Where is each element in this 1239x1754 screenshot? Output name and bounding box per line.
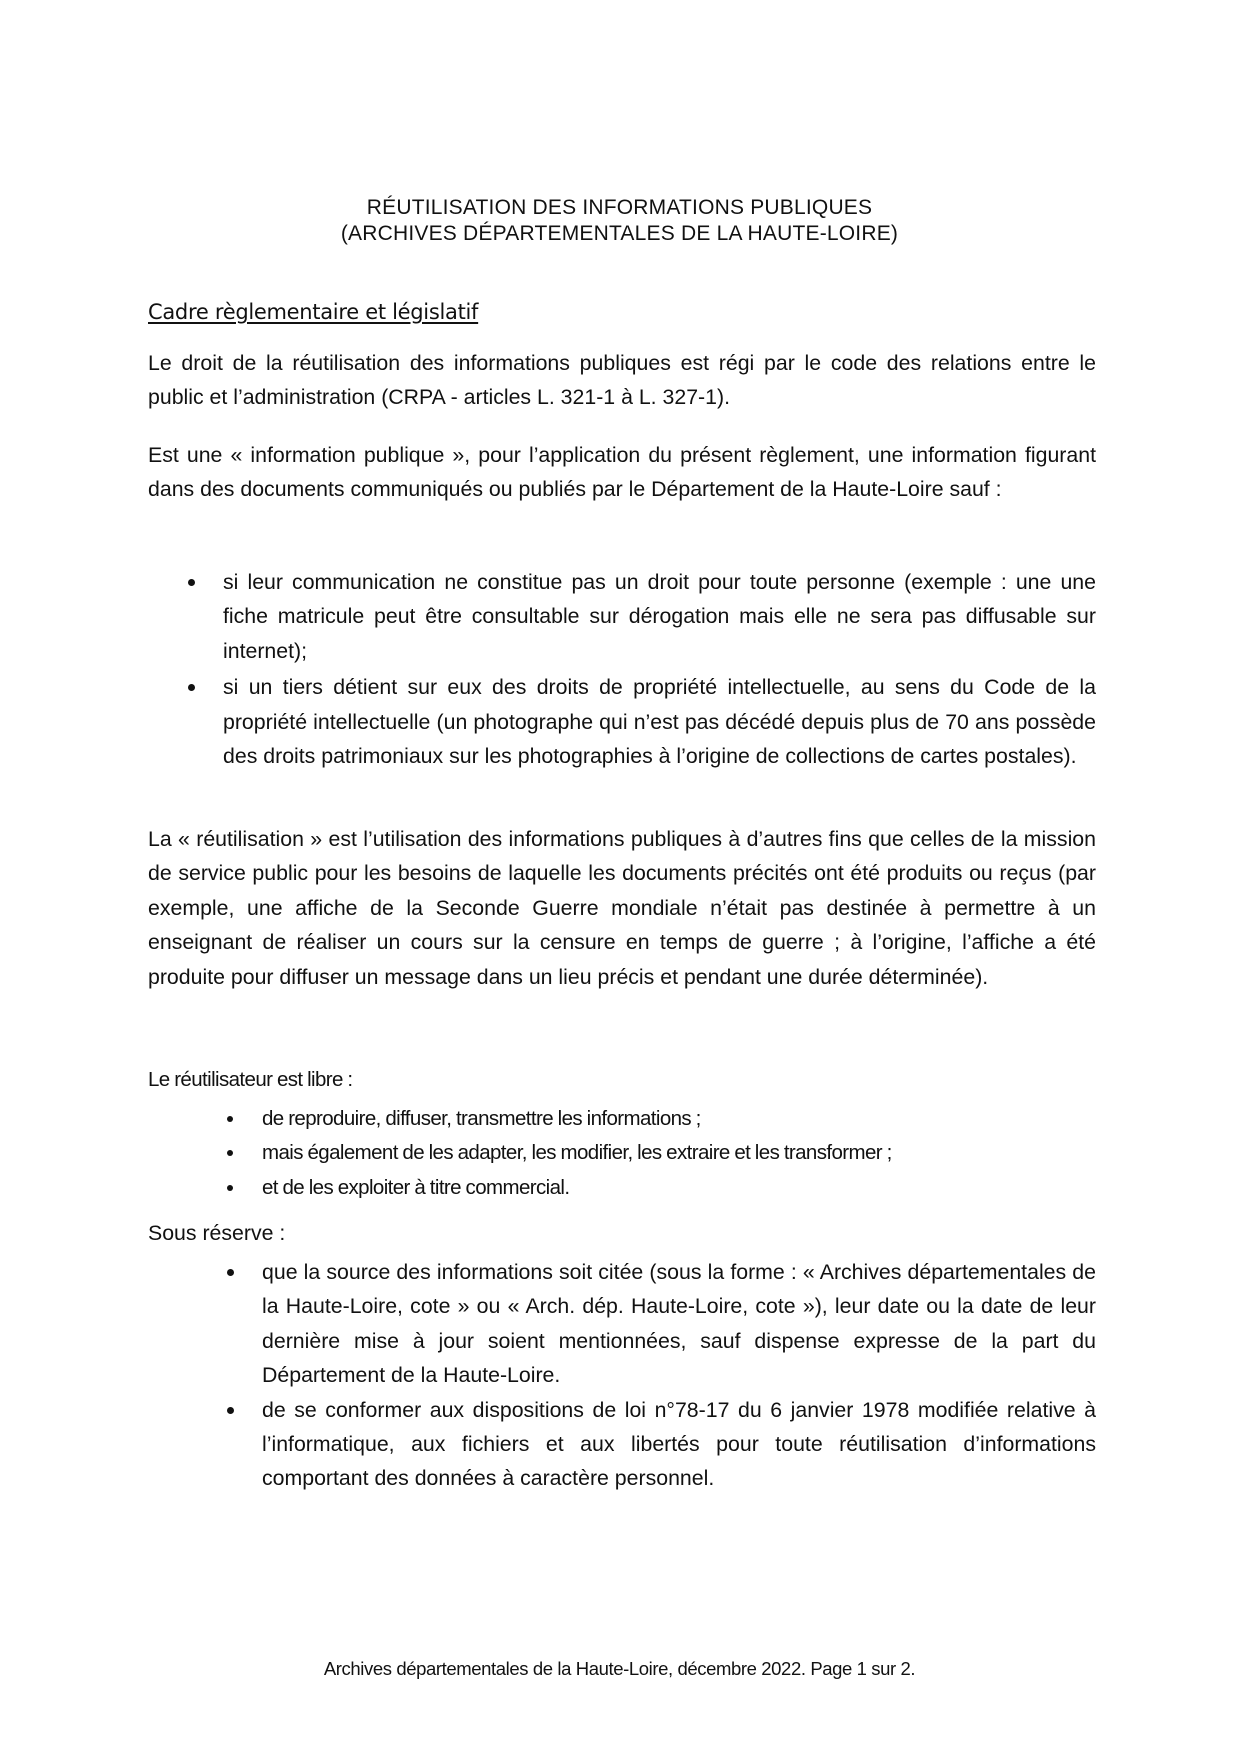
list-item-text: que la source des informations soit citée (sous la forme : « Archives départementales de la Haute-Loire, cote » ou « Arch. dép. Haute-Loire, cote »), leur date ou la date de leur dernière mise à jour soient mentionnées, sauf dispense expresse de la part du Département de la Haute-Loire. — [262, 1260, 1096, 1388]
bullet-icon — [227, 1407, 234, 1414]
freedoms-list — [262, 1102, 1096, 1205]
paragraph-reuse-definition: La « réutilisation » est l’utilisation des informations publiques à d’autres fins que celles de la mission de service public pour les besoins de laquelle les documents précités ont été produits ou reçus (par exemple, une affiche de la Seconde Guerre mondiale n’était pas destinée à permettre à un enseignant de réaliser un cours sur la censure en temps de guerre ; à l’origine, l’affiche a été produite pour diffuser un message dans un lieu précis et pendant une durée déterminée). — [148, 827, 1096, 989]
paragraph-public-information-definition: Est une « information publique », pour l’application du présent règlement, une information figurant dans des documents communiqués ou publiés par le Département de la Haute-Loire sauf : — [148, 443, 1096, 502]
bullet-icon — [227, 1116, 233, 1122]
list-item — [262, 1136, 1096, 1170]
list-item-text: mais également de les adapter, les modifier, les extraire et les transformer ; — [262, 1141, 892, 1165]
document-title — [0, 195, 1239, 247]
title-line-2: (ARCHIVES DÉPARTEMENTALES DE LA HAUTE-LOIRE) — [340, 222, 899, 245]
freedoms-intro: Le réutilisateur est libre : — [148, 1068, 353, 1091]
list-item — [262, 1255, 1096, 1393]
conditions-list — [262, 1255, 1096, 1496]
list-item — [262, 1102, 1096, 1136]
bullet-icon — [227, 1185, 233, 1191]
section-heading: Cadre règlementaire et législatif — [148, 300, 479, 324]
paragraph-legal-basis: Le droit de la réutilisation des informations publiques est régi par le code des relations entre le public et l’administration (CRPA - articles L. 321-1 à L. 327-1). — [148, 351, 1096, 410]
list-item — [262, 1171, 1096, 1205]
list-item — [223, 565, 1096, 668]
list-item-text: si leur communication ne constitue pas un droit pour toute personne (exemple : une une fiche matricule peut être consultable sur dérogation mais elle ne sera pas diffusable sur internet); — [223, 570, 1096, 663]
bullet-icon — [188, 684, 195, 691]
list-item-text: de reproduire, diffuser, transmettre les informations ; — [262, 1107, 701, 1130]
list-item-text: et de les exploiter à titre commercial. — [262, 1175, 570, 1199]
list-item — [223, 670, 1096, 773]
bullet-icon — [227, 1269, 234, 1276]
list-item-text: si un tiers détient sur eux des droits de propriété intellectuelle, au sens du Code de la propriété intellectuelle (un photographe qui n’est pas décédé depuis plus de 70 ans possède des droits patrimoniaux sur les photographies à l’origine de collections de cartes postales). — [223, 675, 1096, 769]
title-line-1: RÉUTILISATION DES INFORMATIONS PUBLIQUES — [366, 196, 873, 219]
conditions-intro: Sous réserve : — [148, 1221, 286, 1245]
bullet-icon — [188, 579, 195, 586]
list-item — [262, 1393, 1096, 1496]
page-footer: Archives départementales de la Haute-Loire, décembre 2022. Page 1 sur 2. — [323, 1658, 916, 1679]
bullet-icon — [227, 1150, 233, 1156]
list-item-text: de se conformer aux dispositions de loi n°78-17 du 6 janvier 1978 modifiée relative à l’informatique, aux fichiers et aux libertés pour toute réutilisation d’informations comportant des données à caractère personnel. — [262, 1397, 1096, 1491]
exceptions-list — [223, 565, 1096, 775]
